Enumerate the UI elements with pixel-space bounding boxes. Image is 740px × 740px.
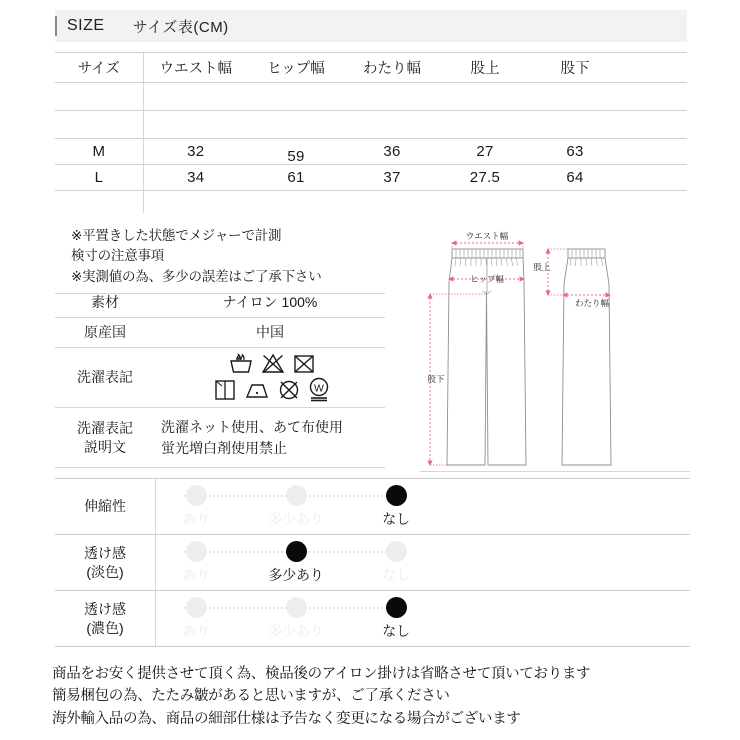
wash-text-line-2: 蛍光増白剤使用禁止 [161,439,287,456]
rating-option-label: 多少あり [268,567,324,583]
note-line-3: ※実測値の為、多少の誤差はご了承下さい [71,268,322,284]
rating-option-ari[interactable] [160,541,232,585]
rating-label-line2: (淡色) [86,563,124,580]
spacer-cell [143,111,248,139]
svg-text:W: W [314,382,324,395]
rating-option-label: なし [382,567,410,583]
disclaimer-line-2: 簡易梱包の為、たたみ皺があると思いますが、ご了承ください [52,688,450,705]
rating-row-stretch [55,479,690,535]
rating-option-tashou-ari[interactable] [260,541,332,585]
cell-thigh: 37 [344,165,440,191]
spacer-cell [344,111,440,139]
wash-symbol-row-2 [213,376,331,402]
wet-clean-w-icon [307,376,331,402]
disclaimer-line-1: 商品をお安く提供させて頂く為、検品後のアイロン掛けは省略させて頂いております [52,666,591,682]
rating-option-ari[interactable] [160,485,232,529]
rating-scale-stretch [155,479,435,534]
cell-waist: 34 [143,165,248,191]
tail-cell [143,191,248,213]
rating-row-filler [435,479,690,534]
cell-size: L [55,165,143,191]
measurement-notes [55,222,385,294]
rating-option-tashou-ari[interactable] [260,597,332,641]
rating-section [55,478,690,647]
col-header-hip: ヒップ幅 [248,53,344,83]
cell-inseam: 64 [530,165,620,191]
disclaimer-line-3: 海外輸入品の為、商品の細部仕様は予告なく変更になる場合がございます [52,710,521,727]
origin-value: 中国 [256,324,284,341]
cell-rise: 27.5 [440,165,530,191]
spacer-cell [620,111,687,139]
no-dry-clean-icon [277,378,301,402]
cell-size: M [55,139,143,165]
col-header-size: サイズ [55,53,143,83]
rating-row-filler [435,591,690,646]
size-header [55,10,687,42]
spec-row-wash-symbols [55,348,385,408]
tail-cell [530,191,620,213]
spec-row-origin [55,318,385,348]
rating-dot [186,541,207,562]
table-row [55,165,687,191]
rating-option-nashi[interactable] [360,485,432,529]
disclaimer [52,663,712,730]
rating-option-nashi[interactable] [360,597,432,641]
rating-label-line2: (濃色) [86,619,124,636]
spacer-cell [55,111,143,139]
rating-dot [386,485,407,506]
rating-label-stretch [55,479,155,534]
spacer-cell [344,83,440,111]
pants-diagram-svg [420,222,690,470]
col-header-rise: 股上 [440,53,530,83]
rating-dot [386,597,407,618]
spec-row-material [55,288,385,318]
material-label: 素材 [91,294,119,311]
table-row [55,139,687,165]
rating-option-label: 多少あり [268,511,324,527]
header-jp-label: サイズ表(CM) [132,18,229,36]
spacer-cell [440,83,530,111]
rating-scale-sheer-light [155,535,435,590]
spacer-cell [440,111,530,139]
pants-measurement-diagram [420,222,690,472]
material-value: ナイロン 100% [222,294,318,311]
wash-symbol-row-1 [228,353,316,375]
rating-dot [386,541,407,562]
rating-scale-sheer-dark [155,591,435,646]
hand-wash-icon [228,353,254,375]
rating-label-line1: 伸縮性 [84,498,126,515]
wash-text-line-1: 洗濯ネット使用、あて布使用 [161,419,343,436]
spacer-cell [55,83,143,111]
size-table [55,52,687,213]
spacer-cell [248,111,344,139]
col-header-waist: ウエスト幅 [143,53,248,83]
size-table-tail-row [55,191,687,213]
wash-text-label-line2: 説明文 [84,438,126,455]
spec-row-wash-text [55,408,385,468]
size-table-spacer-row-2 [55,111,687,139]
origin-label: 原産国 [84,324,126,341]
tail-cell [440,191,530,213]
note-line-2: 検寸の注意事項 [71,248,165,264]
wash-text-value [155,417,385,458]
spacer-cell [248,83,344,111]
cell-empty [620,165,687,191]
diagram-label-waist: ウエスト幅 [465,231,509,241]
tail-cell [620,191,687,213]
rating-option-label: 多少あり [268,623,324,639]
cell-empty [620,139,687,165]
drip-dry-icon [213,378,237,402]
cell-hip [248,139,344,165]
rating-option-label: なし [382,511,410,527]
cell-inseam: 63 [530,139,620,165]
rating-option-tashou-ari[interactable] [260,485,332,529]
cell-thigh: 36 [344,139,440,165]
cell-hip: 61 [248,165,344,191]
note-line-1: ※平置きした状態でメジャーで計測 [71,228,282,243]
rating-row-sheer-light [55,535,690,591]
spacer-cell [530,111,620,139]
size-table-spacer-row-1 [55,83,687,111]
header-en-label: SIZE [67,17,105,34]
rating-label-sheer-light [55,535,155,590]
col-header-inseam: 股下 [530,53,620,83]
rating-option-ari[interactable] [160,597,232,641]
no-tumble-dry-icon [292,353,316,375]
wash-text-label [55,419,155,457]
rating-dot [186,597,207,618]
rating-option-label: あり [182,567,210,583]
cell-waist: 32 [143,139,248,165]
wash-symbols-label: 洗濯表記 [77,369,133,386]
diagram-label-thigh: わたり幅 [574,298,610,308]
rating-label-sheer-dark [55,591,155,646]
tail-cell [248,191,344,213]
rating-dot [186,485,207,506]
rating-option-label: なし [382,623,410,639]
cell-rise: 27 [440,139,530,165]
rating-row-filler [435,535,690,590]
iron-icon [243,378,271,402]
spacer-cell [620,83,687,111]
rating-option-label: あり [182,623,210,639]
rating-option-nashi[interactable] [360,541,432,585]
tail-cell [55,191,143,213]
col-header-thigh: わたり幅 [344,53,440,83]
rating-option-label: あり [182,511,210,527]
rating-label-line1: 透け感 [84,601,126,618]
wash-text-label-line1: 洗濯表記 [77,419,133,436]
col-header-empty [620,53,687,83]
rating-label-line1: 透け感 [84,545,126,562]
diagram-label-hip: ヒップ幅 [470,274,504,284]
size-table-header-row [55,53,687,83]
rating-dot [286,597,307,618]
cell-hip-value: 59 [287,148,305,165]
spacer-cell [143,83,248,111]
tail-cell [344,191,440,213]
rating-dot [286,541,307,562]
wash-symbol-group [155,353,385,402]
header-accent-bar [55,16,57,36]
rating-row-sheer-dark [55,591,690,647]
rating-dot [286,485,307,506]
spacer-cell [530,83,620,111]
no-bleach-icon [260,353,286,375]
diagram-label-rise: 股上 [533,262,551,272]
diagram-label-inseam: 股下 [427,374,445,384]
